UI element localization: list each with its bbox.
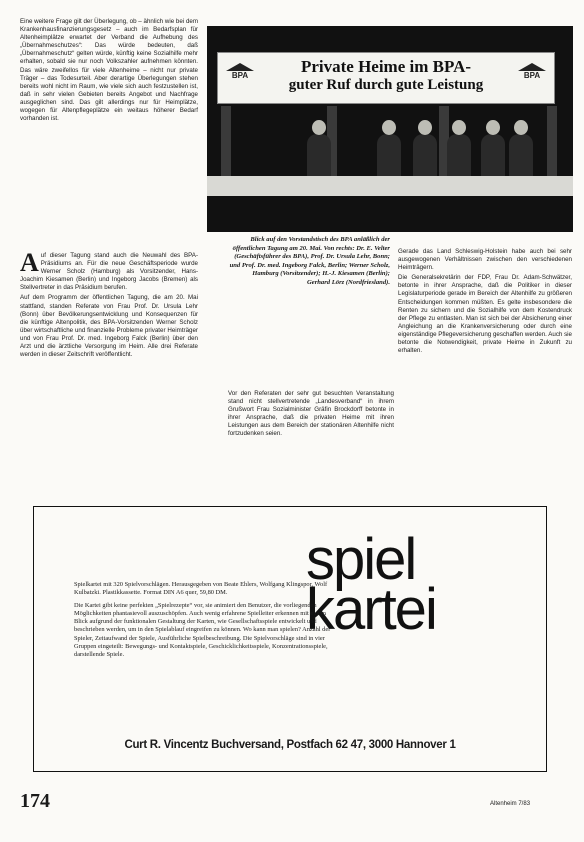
photo-pillar bbox=[221, 106, 231, 186]
spielkartei-advertisement bbox=[33, 506, 547, 772]
article-column-3 bbox=[398, 248, 572, 355]
banner-line-1: Private Heime im BPA- bbox=[300, 57, 472, 76]
bpa-logo-left: BPA bbox=[224, 63, 256, 83]
spielkartei-logo bbox=[306, 527, 506, 642]
ad-vendor-address: Curt R. Vincentz Buchversand, Postfach 62 47, 3000 Hannover 1 bbox=[124, 739, 456, 751]
paragraph: Auf dem Programm der öffentlichen Tagung, die am 20. Mai stattfand, standen Referate von Frau Prof. Dr. Ursula Lehr (Bonn) über Bevölkerungsentwicklung und Konsequenzen für die künftige Altenpolitik, des BPA-Vorsitzenden Werner Scholz über wirtschaftliche und finanzielle Probleme privater Heimträger und von Frau Prof. Dr. med. Ingeborg Falck (Berlin) über den Arzt und die ärztliche Versorgung im Heim. Alle drei Referate werden in dieser Zeitschrift veröffentlicht. bbox=[20, 294, 198, 359]
banner-line-2: guter Ruf durch gute Leistung bbox=[288, 77, 484, 93]
panel-member bbox=[481, 134, 505, 178]
paragraph: Eine weitere Frage gilt der Überlegung, ob – ähnlich wie bei dem Krankenhausfinanzierungsgesetz – auch im Bedarfsplan für Altenheimplätze erwartet der Verband die Aufhebung des „Übernahmeschutzes“: Das würde bedeuten, daß „Übernahmeschutz“ gelten würde, künftig keine Sozialhilfe mehr erhalten, sobald sie nur noch Volkszahler aufnehmen könnten. Das wäre zweifellos für viele Altenheime – nicht nur private Träger – das Todesurteil. Aber derartige Überlegungen stehen bereits wohl nicht im Raum, wie viele sich auch festzustellen ist, daß in sehr vielen Gebieten bereits Angebot und Nachfrage ausgeglichen sind. Das gilt allerdings nur für Heimplätze, wogegen für Altenpflegeplätze ein weitaus höherer Bedarf vorhanden ist. bbox=[20, 18, 198, 123]
article-column-2 bbox=[228, 390, 394, 439]
photo-caption: Blick auf den Vorstandstisch des BPA anläßlich der öffentlichen Tagung am 20. Mai. Von rechts: Dr. E. Velter (Geschäftsführer des BPA), Prof. Dr. Ursula Lehr, Bonn; und Prof. Dr. med. Ingeborg Falck, Berlin; Werner Scholz, Hamburg (Vorsitzender); H.-J. Kiesamen (Berlin); Gerhard Lörz (Nordfriesland). bbox=[229, 236, 390, 286]
conference-photo bbox=[207, 26, 573, 232]
photo-pillar bbox=[547, 106, 557, 186]
bpa-logo-right: BPA bbox=[516, 63, 548, 83]
page-number: 174 bbox=[20, 790, 50, 812]
issue-label: Altenheim 7/83 bbox=[490, 801, 531, 807]
paragraph-text: uf dieser Tagung stand auch die Neuwahl des BPA-Präsidiums an. Für die neue Geschäftsperiode wurde Werner Scholz (Hamburg) als Vorsitzender, Hans-Joachim Kiesamen (Berlin) und Ingeborg Jacobs (Bremen) als Stellvertreter in das Präsidium berufen. bbox=[20, 252, 198, 292]
panel-member bbox=[447, 134, 471, 178]
panel-member bbox=[509, 134, 533, 178]
ad-description: Die Kartei gibt keine perfekten „Spielrezepte“ vor, sie animiert den Benutzer, die vorliegenden Möglichkeiten phantasievoll auszuschöpfen. Auch wenig erfahrene Spielleiter erkennen mit einem Blick aufgrund der funktionalen Gestaltung der Karten, wie Gesellschaftsspiele entwickelt und beschrieben werden, um in den Spielablauf eingreifen zu können. Wo kann man spielen? Anzahl der Spieler, Zeitaufwand der Spiele, Ausführliche Spielbeschreibung. Die Spielvorschläge sind in vier Gruppen eingeteilt: Bewegungs- und Kontaktspiele, Geschicklichkeitsspiele, Konzentrationsspiele, darstellende Spiele. bbox=[74, 601, 331, 659]
article-column-1 bbox=[20, 18, 198, 123]
article-column-1-lower bbox=[20, 248, 198, 359]
logo-line-2: kartei bbox=[306, 577, 436, 642]
panel-member bbox=[413, 134, 437, 178]
ad-copy bbox=[74, 581, 334, 664]
paragraph: Vor den Referaten der sehr gut besuchten Veranstaltung stand nicht stellvertretende „Landesverband“ in ihrem Grußwort Frau Sozialminister Gräfin Brockdorff betonte in ihrer Ansprache, daß die privaten Heime mit ihren Leistungen aus dem Bereich der stationären Altenhilfe nicht fortzudenken seien. bbox=[228, 390, 394, 438]
logo-line-1: spiel bbox=[306, 527, 416, 592]
panel-member bbox=[307, 134, 331, 178]
conference-table bbox=[207, 176, 573, 196]
paragraph: Die Generalsekretärin der FDP, Frau Dr. Adam-Schwätzer, betonte in ihrer Ansprache, daß die Politiker in dieser Legislaturperiode gerade im Bereich der Altenhilfe zu größeren Entscheidungen kommen müßten. Es gelte insbesondere die Renten zu sichern und die Sozialhilfe von dem Kostendruck der Pflege zu entlasten. Man ist sich bei der Absicherung einer Angleichung an die Krankenversicherung oder durch eine eigenständige Pflegeversicherung geschaffen werden. Auch sie betonte die Notwendigkeit, private Heime in Zukunft zu erhalten. bbox=[398, 274, 572, 355]
ad-product-info: Spielkartei mit 320 Spielvorschlägen. Herausgegeben von Beate Ehlers, Wolfgang Klingspor, Wolf Kulbatzki. Plastikkassette. Format DIN A6 quer, 59,80 DM. bbox=[74, 581, 328, 597]
drop-cap: A bbox=[20, 248, 39, 277]
paragraph bbox=[20, 248, 198, 292]
conference-banner bbox=[217, 52, 555, 104]
panel-member bbox=[377, 134, 401, 178]
paragraph: Gerade das Land Schleswig-Holstein habe auch bei sehr ausgewogenen Verhältnissen zwischen den verschiedenen Heimträgern. bbox=[398, 248, 572, 272]
